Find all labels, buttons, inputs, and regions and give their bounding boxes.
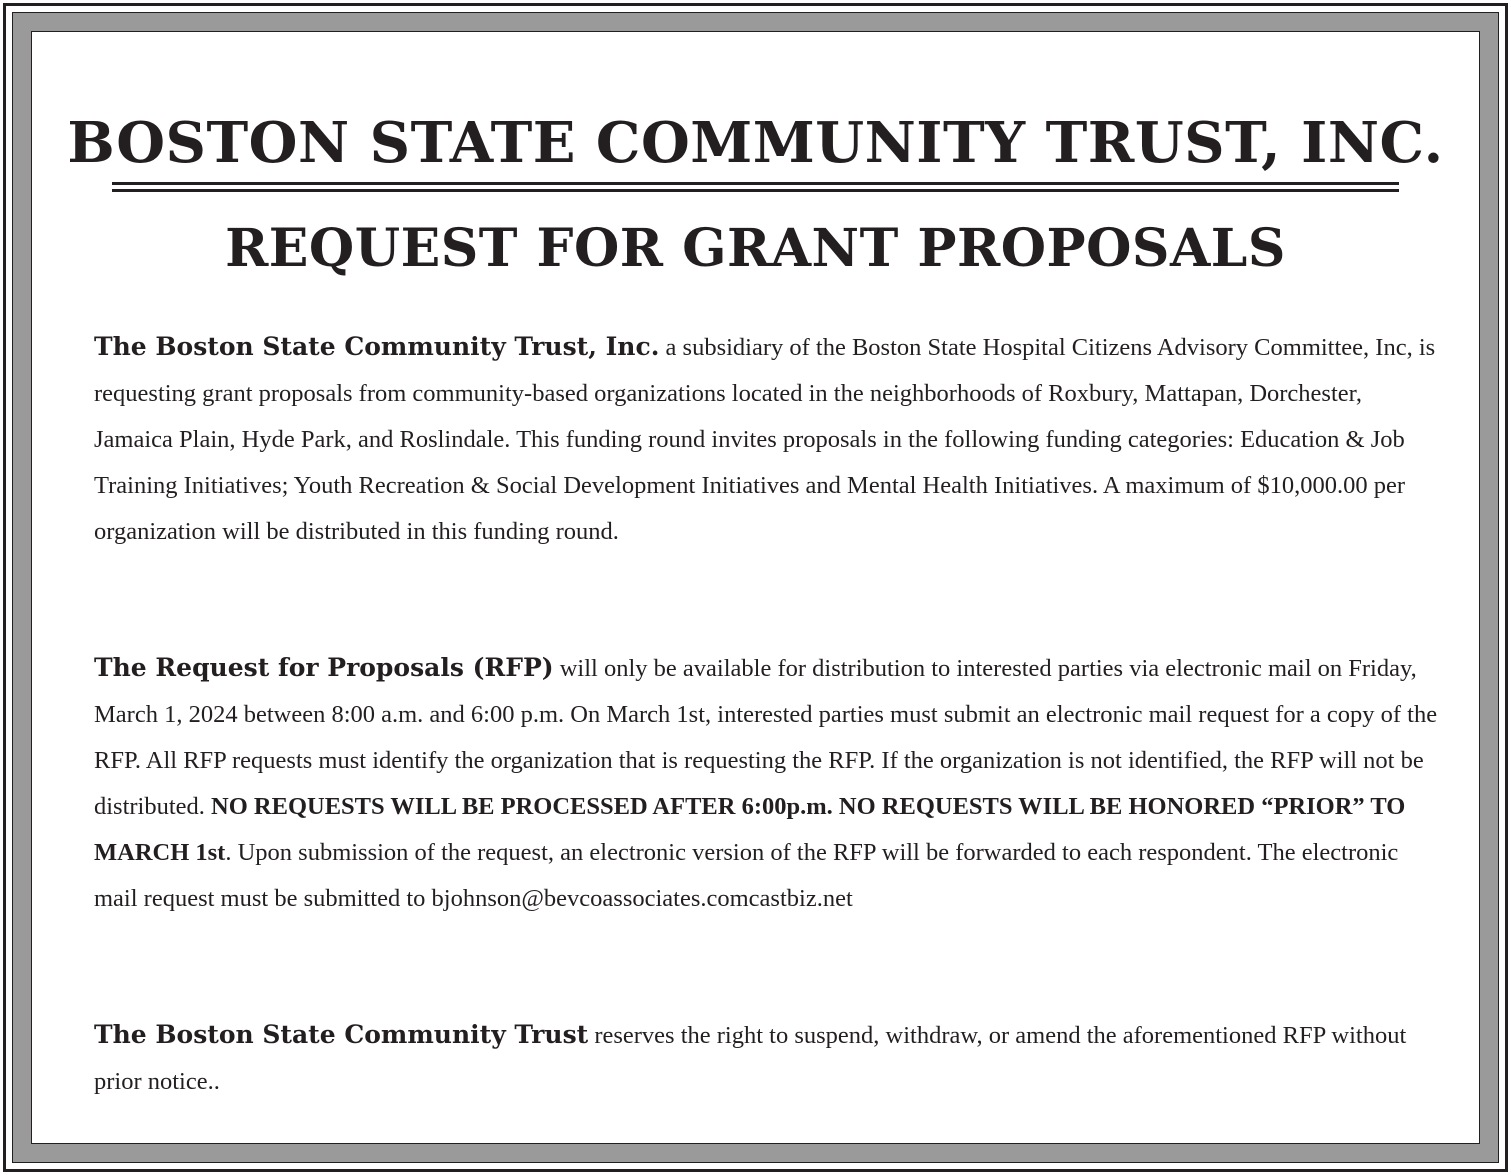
paragraph-rfp-availability (94, 645, 1441, 922)
gray-border-band (12, 12, 1499, 1163)
paragraph-rfp-lead: The Request for Proposals (RFP) (94, 653, 554, 682)
paragraph-rfp-text-2: . Upon submission of the request, an electronic version of the RFP will be forwarded to each respondent. The electronic mail request must be submitted to bjohnson@bevcoassociates.comcastbiz.net (94, 839, 1399, 912)
deadline-notice: NO REQUESTS WILL BE PROCESSED AFTER 6:00p.m. NO REQUESTS WILL BE HONORED “PRIOR” TO MARCH 1st (94, 793, 1406, 866)
paragraph-intro-text: a subsidiary of the Boston State Hospital Citizens Advisory Committee, Inc, is requesting grant proposals from community-based organizations located in the neighborhoods of Roxbury, Mattapan, Dorchester, Jamaica Plain, Hyde Park, and Roslindale. This funding round invites proposals in the following funding categories: Education & Job Training Initiatives; Youth Recreation & Social Development Initiatives and Mental Health Initiatives. A maximum of $10,000.00 per organization will be distributed in this funding round. (94, 334, 1436, 545)
paragraph-intro-lead: The Boston State Community Trust, Inc. (94, 332, 660, 361)
paragraph-intro (94, 324, 1441, 555)
rfp-title: REQUEST FOR GRANT PROPOSALS (225, 218, 1286, 279)
outer-frame (3, 3, 1508, 1172)
divider-rule-top (112, 182, 1399, 185)
paragraph-rfp-text-1: will only be available for distribution to interested parties via electronic mail on Friday, March 1, 2024 between 8:00 a.m. and 6:00 p.m. On March 1st, interested parties must submit an electronic mail request for a copy of the RFP. All RFP requests must identify the organization that is requesting the RFP. If the organization is not identified, the RFP will not be distributed. (94, 655, 1438, 820)
paragraph-reservation-lead: The Boston State Community Trust (94, 1020, 589, 1049)
notice-panel (31, 31, 1480, 1144)
paragraph-reservation (94, 1012, 1441, 1105)
organization-heading: BOSTON STATE COMMUNITY TRUST, INC. (67, 110, 1444, 176)
paragraph-reservation-text: reserves the right to suspend, withdraw, or amend the aforementioned RFP without prior notice.. (94, 1022, 1407, 1095)
divider-rule-bottom (112, 189, 1399, 192)
